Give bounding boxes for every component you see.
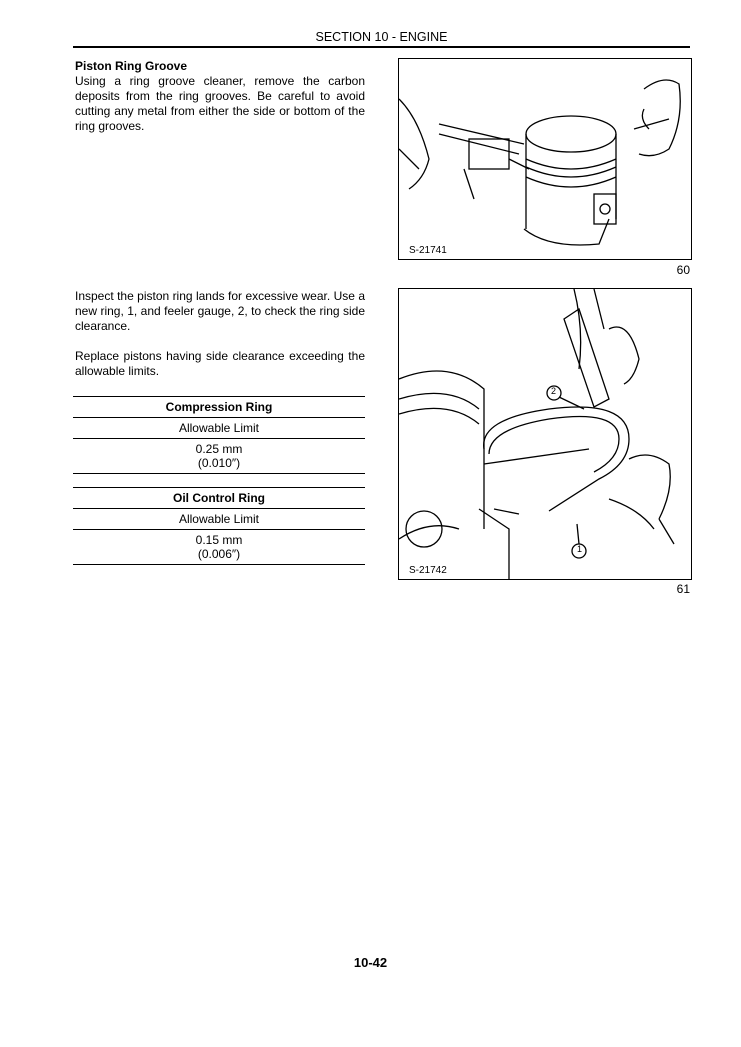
metric-value: 0.25 mm (195, 442, 243, 456)
page-number: 10-42 (353, 955, 388, 970)
section-header: SECTION 10 - ENGINE (315, 30, 448, 44)
ring-groove-cleaner-illustration (399, 59, 691, 259)
figure-61 (398, 288, 692, 580)
callout-2: 2 (551, 386, 557, 396)
table-title: Oil Control Ring (73, 487, 365, 508)
imperial-value: (0.010″) (197, 456, 241, 470)
paragraph-replace: Replace pistons having side clearance exceeding the allowable limits. (75, 349, 365, 378)
imperial-value: (0.006″) (197, 547, 241, 561)
replace-block (75, 349, 365, 379)
body-text: Using a ring groove cleaner, remove the carbon deposits from the ring grooves. Be careful to avoid cutting any metal from either the side or bottom of the ring grooves. (75, 74, 365, 133)
figure-60 (398, 58, 692, 260)
oil-control-ring-table (73, 487, 365, 565)
figure-number-60: 60 (676, 263, 690, 277)
figure-caption: S-21742 (409, 565, 447, 576)
feeler-gauge-illustration (399, 289, 691, 579)
header-rule (73, 46, 690, 48)
table-value (73, 529, 365, 564)
table-label: Allowable Limit (73, 417, 365, 438)
heading-piston-ring-groove: Piston Ring Groove (75, 59, 188, 73)
table-value (73, 438, 365, 473)
metric-value: 0.15 mm (195, 533, 243, 547)
table-label: Allowable Limit (73, 508, 365, 529)
inspection-block (75, 289, 365, 334)
paragraph-inspect: Inspect the piston ring lands for excessive wear. Use a new ring, 1, and feeler gauge, 2, to check the ring side clearance. (75, 289, 365, 333)
figure-caption: S-21741 (409, 245, 447, 256)
callout-1: 1 (577, 544, 583, 554)
compression-ring-table (73, 396, 365, 474)
piston-ring-groove-block (75, 59, 365, 134)
figure-number-61: 61 (676, 582, 690, 596)
table-title: Compression Ring (73, 396, 365, 417)
